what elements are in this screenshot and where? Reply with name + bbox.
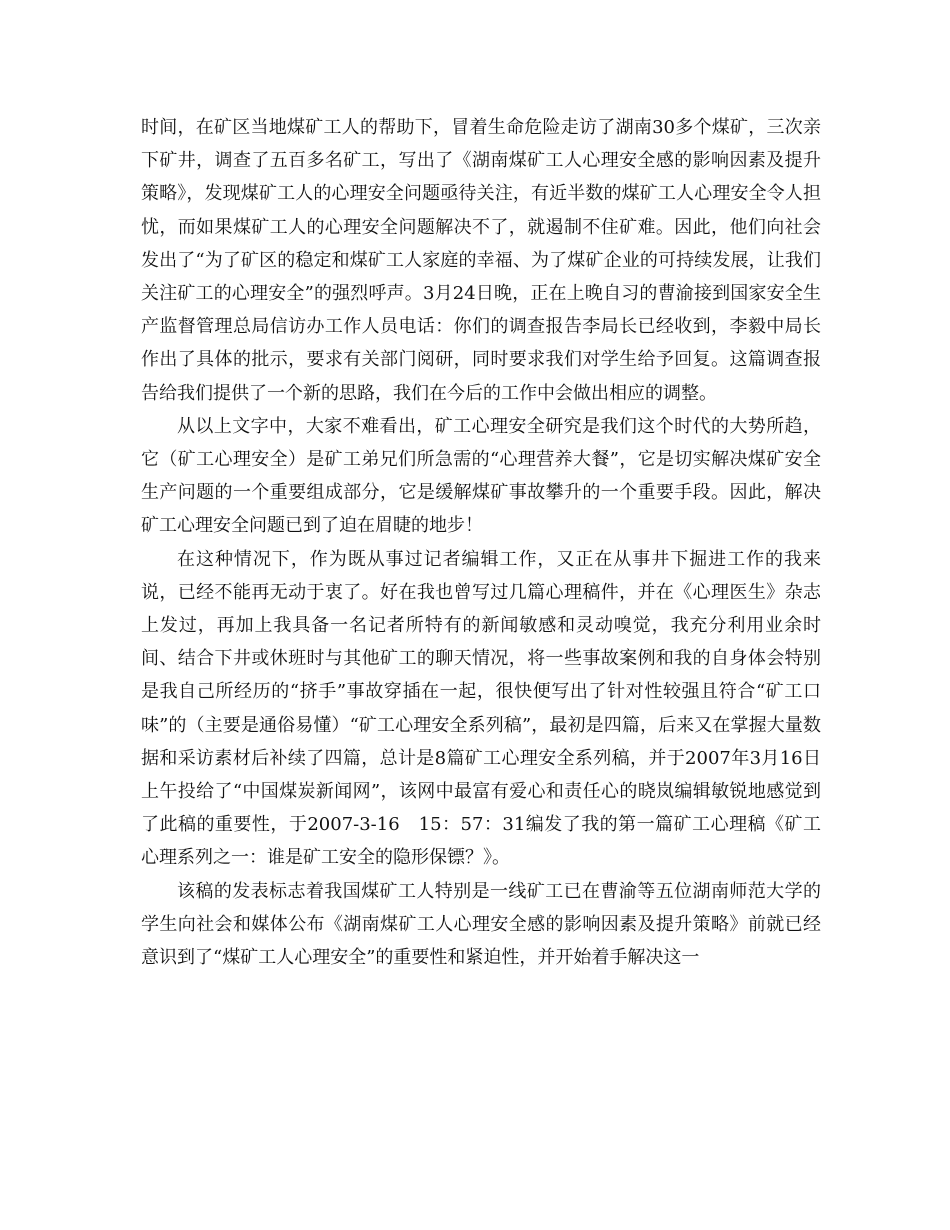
document-body [141, 111, 821, 974]
paragraph-author-background: 在这种情况下，作为既从事过记者编辑工作，又正在从事井下掘进工作的我来说，已经不能再无动于衷了。好在我也曾写过几篇心理稿件，并在《心理医生》杂志上发过，再加上我具备一名记者所特有的新闻敏感和灵动嗅觉，我充分利用业余时间、结合下井或休班时与其他矿工的聊天情况，将一些事故案例和我的自身体会特别是我自己所经历的“挤手”事故穿插在一起，很快便写出了针对性较强且符合“矿工口味”的（主要是通俗易懂）“矿工心理安全系列稿”，最初是四篇，后来又在掌握大量数据和采访素材后补续了四篇，总计是8篇矿工心理安全系列稿，并于2007年3月16日上午投给了“中国煤炭新闻网”，该网中最富有爱心和责任心的晓岚编辑敏锐地感觉到了此稿的重要性，于2007-3-16 15：57：31编发了我的第一篇矿工心理稿《矿工心理系列之一：谁是矿工安全的隐形保镖？》。 [141, 548, 821, 869]
paragraph-summary: 从以上文字中，大家不难看出，矿工心理安全研究是我们这个时代的大势所趋，它（矿工心理安全）是矿工弟兄们所急需的“心理营养大餐”，它是切实解决煤矿安全生产问题的一个重要组成部分，它是缓解煤矿事故攀升的一个重要手段。因此，解决矿工心理安全问题已到了迫在眉睫的地步！ [141, 415, 821, 537]
paragraph-continuation: 时间，在矿区当地煤矿工人的帮助下，冒着生命危险走访了湖南30多个煤矿，三次亲下矿井，调查了五百多名矿工，写出了《湖南煤矿工人心理安全感的影响因素及提升策略》，发现煤矿工人的心理安全问题亟待关注，有近半数的煤矿工人心理安全令人担忧，而如果煤矿工人的心理安全问题解决不了，就遏制不住矿难。因此，他们向社会发出了“为了矿区的稳定和煤矿工人家庭的幸福、为了煤矿企业的可持续发展，让我们关注矿工的心理安全”的强烈呼声。3月24日晚，正在上晚自习的曹渝接到国家安全生产监督管理总局信访办工作人员电话：你们的调查报告李局长已经收到，李毅中局长作出了具体的批示，要求有关部门阅研，同时要求我们对学生给予回复。这篇调查报告给我们提供了一个新的思路，我们在今后的工作中会做出相应的调整。 [141, 117, 821, 404]
paragraph-significance: 该稿的发表标志着我国煤矿工人特别是一线矿工已在曹渝等五位湖南师范大学的学生向社会和媒体公布《湖南煤矿工人心理安全感的影响因素及提升策略》前就已经意识到了“煤矿工人心理安全”的重要性和紧迫性，并开始着手解决这一 [141, 880, 821, 969]
